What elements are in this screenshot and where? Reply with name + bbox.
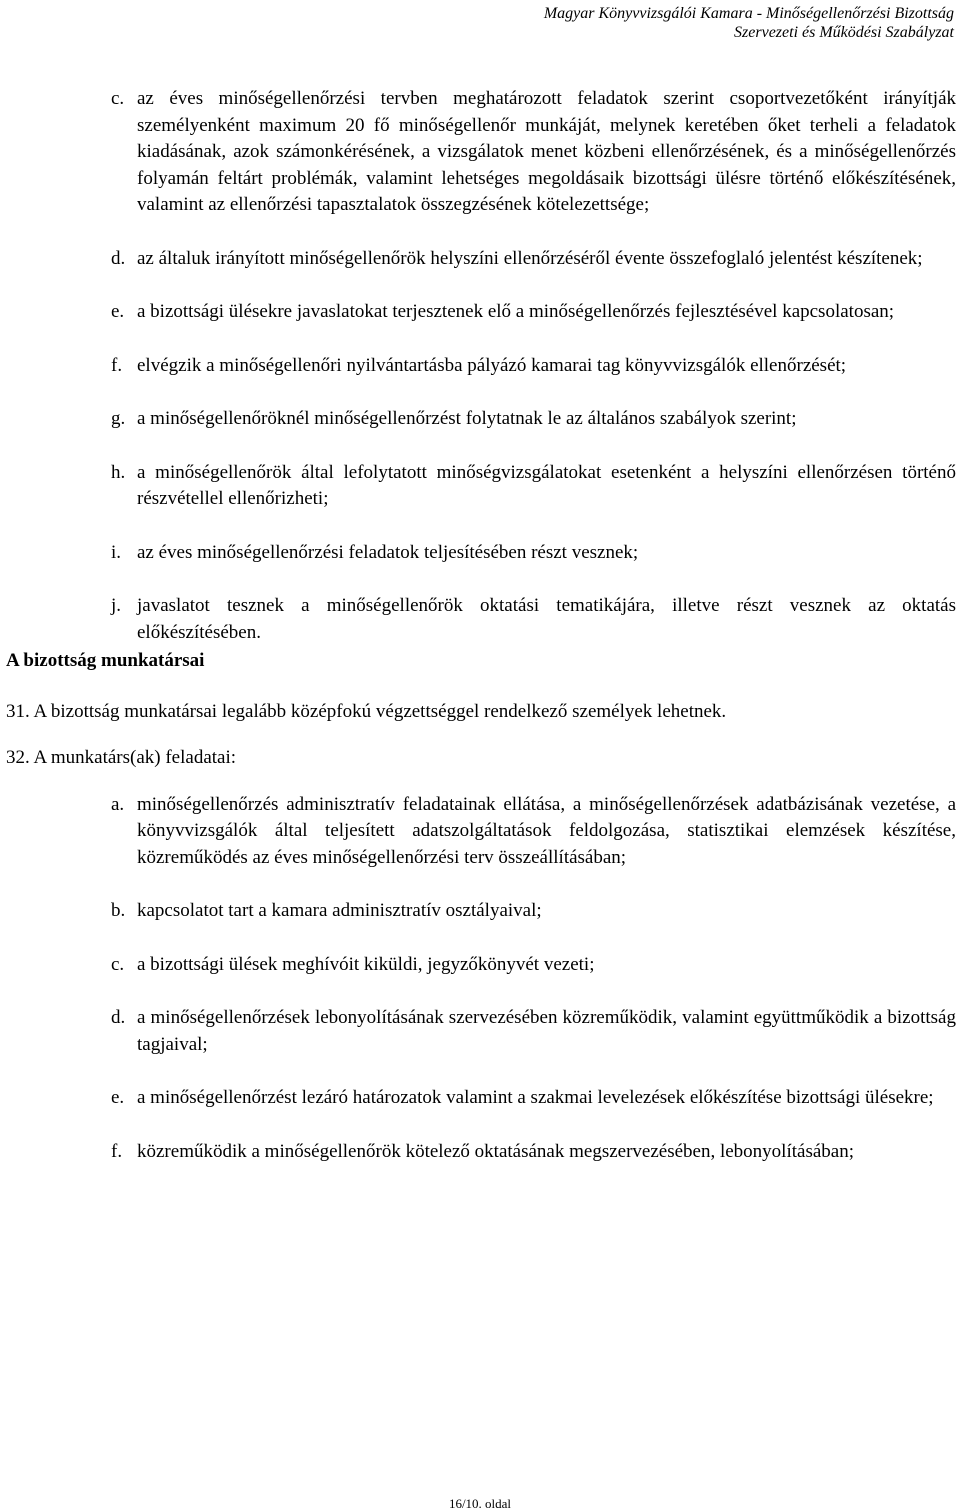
- list-item-text: az általuk irányított minőségellenőrök helyszíni ellenőrzéséről évente összefoglaló jelentést készítenek;: [137, 247, 923, 269]
- header-document-title: Szervezeti és Működési Szabályzat: [734, 24, 954, 41]
- list-item-text: javaslatot tesznek a minőségellenőrök oktatási tematikájára, illetve részt vesznek az oktatás előkészítésében.: [137, 595, 956, 643]
- header-organization: Magyar Könyvvizsgálói Kamara - Minőségellenőrzési Bizottság: [543, 5, 954, 22]
- list-item-letter: c.: [111, 953, 125, 975]
- list-item-letter: d.: [111, 1007, 126, 1028]
- list-item: [6, 898, 956, 925]
- page-number: 16/10. oldal: [448, 1496, 512, 1511]
- list-item-text: a minőségellenőrzések lebonyolításának szervezésében közreműködik, valamint együttműködik a bizottság tagjaival;: [137, 1007, 956, 1055]
- list-item: [6, 1139, 956, 1166]
- list-item-text: kapcsolatot tart a kamara adminisztratív osztályaival;: [137, 900, 542, 921]
- list-item-letter: f.: [111, 354, 123, 376]
- list-item-letter: h.: [111, 461, 126, 483]
- document-body: [6, 86, 956, 1192]
- point-text: A bizottság munkatársai legalább középfokú végzettséggel rendelkező személyek lehetnek.: [33, 700, 727, 722]
- numbered-point: [6, 699, 956, 726]
- running-header: [544, 4, 954, 42]
- list-item: [6, 299, 956, 326]
- list-item-text: a minőségellenőrök által lefolytatott minőségvizsgálatokat esetenként a helyszíni ellenőrzésen történő részvétellel ellenőrizheti;: [137, 461, 956, 509]
- list-item: [6, 952, 956, 979]
- list-item-text: a minőségellenőrzést lezáró határozatok valamint a szakmai levelezések előkészítése bizottsági ülésekre;: [137, 1087, 934, 1108]
- list-item-text: minőségellenőrzés adminisztratív feladatainak ellátása, a minőségellenőrzések adatbázisának vezetése, a könyvvizsgálók által teljesített adatszolgáltatások feldolgozása, statisztikai elemzések készítése, közreműködés az éves minőségellenőrzési terv összeállításában;: [137, 793, 956, 868]
- list-item: [6, 540, 956, 567]
- list-item: [6, 86, 956, 219]
- list-item-letter: e.: [111, 301, 125, 322]
- list-item: [6, 1085, 956, 1112]
- list-item-letter: c.: [111, 88, 125, 109]
- point-number: 32.: [6, 747, 30, 768]
- list-item-letter: i.: [111, 541, 122, 563]
- list-item-text: elvégzik a minőségellenőri nyilvántartásba pályázó kamarai tag könyvvizsgálók ellenőrzését;: [137, 354, 847, 376]
- list-item-text: az éves minőségellenőrzési tervben meghatározott feladatok szerint csoportvezetőként irányítják személyenként maximum 20 fő minőségellenőr munkáját, melynek keretében őket terheli a feladatok kiadásának, azok számonkérésének, a vizsgálatok menet közbeni ellenőrzésének, és a minőségellenőrzés folyamán feltárt problémák, valamint lehetséges megoldásaik bizottsági ülésre történő előkészítésének, valamint az ellenőrzési tapasztalatok összegzésének kötelezettsége;: [137, 88, 956, 215]
- section-heading: A bizottság munkatársai: [6, 650, 205, 671]
- staff-duties-list: [6, 792, 956, 1166]
- list-item-letter: e.: [111, 1087, 125, 1108]
- numbered-point: [6, 745, 956, 772]
- point-text: A munkatárs(ak) feladatai:: [33, 747, 237, 768]
- list-item: [6, 246, 956, 273]
- list-item: [6, 593, 956, 646]
- list-item: [6, 460, 956, 513]
- list-item: [6, 353, 956, 380]
- list-item: [6, 406, 956, 433]
- list-item-text: az éves minőségellenőrzési feladatok teljesítésében részt vesznek;: [137, 541, 639, 563]
- point-number: 31.: [6, 700, 30, 722]
- list-item-letter: b.: [111, 900, 126, 921]
- list-item: [6, 792, 956, 872]
- list-item-letter: f.: [111, 1140, 123, 1162]
- list-item-text: a bizottsági ülésekre javaslatokat terjesztenek elő a minőségellenőrzés fejlesztésével kapcsolatosan;: [137, 301, 895, 322]
- list-item-text: közreműködik a minőségellenőrök kötelező oktatásának megszervezésében, lebonyolításában;: [137, 1140, 854, 1162]
- list-item-letter: a.: [111, 793, 125, 815]
- list-item-letter: g.: [111, 408, 126, 429]
- list-item-letter: j.: [111, 595, 122, 616]
- list-item-text: a minőségellenőröknél minőségellenőrzést folytatnak le az általános szabályok szerint;: [137, 408, 797, 429]
- list-item-text: a bizottsági ülések meghívóit kiküldi, jegyzőkönyvét vezeti;: [137, 953, 595, 975]
- list-item: [6, 1005, 956, 1058]
- list-item-letter: d.: [111, 247, 126, 269]
